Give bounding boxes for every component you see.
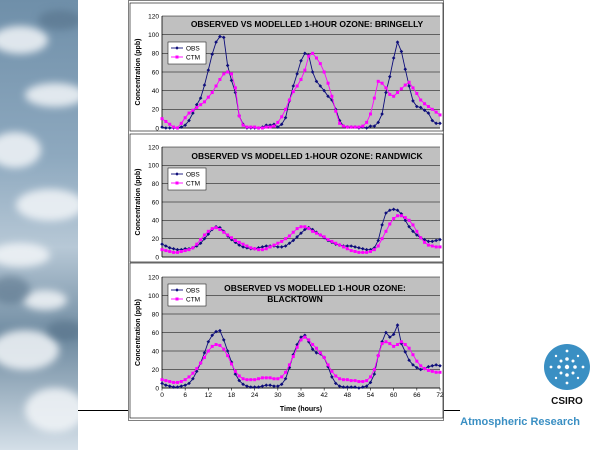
legend-label-ctm-blacktown: CTM <box>186 296 201 304</box>
data-point-ctm-randwick <box>261 248 264 251</box>
data-point-ctm-blacktown <box>431 370 434 373</box>
ytick-label-blacktown: 40 <box>151 348 159 356</box>
data-point-ctm-randwick <box>218 228 221 231</box>
ytick-label-blacktown: 0 <box>155 385 159 393</box>
data-point-ctm-blacktown <box>284 371 287 374</box>
data-point-ctm-randwick <box>215 226 218 229</box>
data-point-ctm-bringelly <box>377 80 380 83</box>
sky-image <box>0 0 78 450</box>
data-point-ctm-bringelly <box>292 90 295 93</box>
data-point-ctm-bringelly <box>207 96 210 99</box>
data-point-ctm-bringelly <box>338 122 341 125</box>
data-point-ctm-blacktown <box>280 375 283 378</box>
data-point-ctm-blacktown <box>176 381 179 384</box>
charts-canvas <box>129 1 445 422</box>
legend-marker-ctm-blacktown <box>176 298 179 301</box>
data-point-ctm-blacktown <box>411 353 414 356</box>
data-point-ctm-blacktown <box>215 343 218 346</box>
data-point-ctm-blacktown <box>350 379 353 382</box>
chart-title-line-2-blacktown: BLACKTOWN <box>267 294 323 304</box>
data-point-ctm-blacktown <box>346 378 349 381</box>
data-point-ctm-blacktown <box>361 380 364 383</box>
xtick-label-blacktown: 0 <box>160 392 164 399</box>
data-point-ctm-blacktown <box>191 372 194 375</box>
data-point-ctm-randwick <box>168 250 171 253</box>
data-point-ctm-randwick <box>276 242 279 245</box>
charts-panel <box>128 0 444 421</box>
data-point-ctm-randwick <box>211 227 214 230</box>
data-point-ctm-bringelly <box>191 109 194 112</box>
legend-label-ctm-randwick: CTM <box>186 180 201 188</box>
data-point-ctm-randwick <box>303 225 306 228</box>
data-point-ctm-blacktown <box>373 368 376 371</box>
data-point-ctm-bringelly <box>396 91 399 94</box>
data-point-ctm-blacktown <box>381 342 384 345</box>
data-point-ctm-blacktown <box>288 363 291 366</box>
data-point-ctm-blacktown <box>338 377 341 380</box>
ytick-label-bringelly: 60 <box>151 69 159 77</box>
data-point-ctm-bringelly <box>222 72 225 75</box>
data-point-ctm-bringelly <box>415 92 418 95</box>
data-point-ctm-bringelly <box>184 116 187 119</box>
data-point-ctm-randwick <box>404 216 407 219</box>
data-point-ctm-randwick <box>439 245 442 248</box>
data-point-ctm-blacktown <box>168 380 171 383</box>
data-point-ctm-blacktown <box>242 377 245 380</box>
data-point-ctm-randwick <box>365 251 368 254</box>
data-point-ctm-randwick <box>323 235 326 238</box>
xtick-label-blacktown: 48 <box>343 392 351 399</box>
data-point-ctm-blacktown <box>292 355 295 358</box>
data-point-ctm-randwick <box>253 247 256 250</box>
legend-label-obs-blacktown: OBS <box>186 287 200 295</box>
data-point-ctm-randwick <box>288 234 291 237</box>
xtick-label-blacktown: 72 <box>436 392 444 399</box>
data-point-ctm-randwick <box>269 245 272 248</box>
ytick-label-randwick: 40 <box>151 217 159 225</box>
data-point-ctm-randwick <box>164 249 167 252</box>
data-point-ctm-randwick <box>369 250 372 253</box>
ytick-label-bringelly: 120 <box>148 13 159 21</box>
data-point-ctm-randwick <box>230 236 233 239</box>
data-point-ctm-bringelly <box>431 108 434 111</box>
data-point-ctm-blacktown <box>245 378 248 381</box>
logo-text: CSIRO <box>551 396 583 407</box>
data-point-ctm-blacktown <box>400 340 403 343</box>
data-point-ctm-blacktown <box>334 374 337 377</box>
data-point-ctm-randwick <box>373 248 376 251</box>
data-point-ctm-blacktown <box>369 375 372 378</box>
data-point-ctm-blacktown <box>415 360 418 363</box>
data-point-ctm-bringelly <box>245 126 248 129</box>
data-point-ctm-bringelly <box>253 126 256 129</box>
legend-label-ctm-bringelly: CTM <box>186 54 201 62</box>
data-point-ctm-bringelly <box>161 117 164 120</box>
data-point-ctm-bringelly <box>400 87 403 90</box>
data-point-ctm-randwick <box>234 239 237 242</box>
legend-marker-ctm-bringelly <box>176 56 179 59</box>
chart-title-bringelly: OBSERVED VS MODELLED 1-HOUR OZONE: BRINGELLY <box>190 19 424 29</box>
data-point-ctm-blacktown <box>311 343 314 346</box>
xtick-label-blacktown: 66 <box>413 392 421 399</box>
xtick-label-blacktown: 36 <box>297 392 305 399</box>
data-point-ctm-blacktown <box>207 350 210 353</box>
data-point-ctm-randwick <box>245 245 248 248</box>
data-point-ctm-randwick <box>384 230 387 233</box>
chart-title-line-1-blacktown: OBSERVED VS MODELLED 1-HOUR OZONE: <box>224 283 406 293</box>
data-point-ctm-bringelly <box>319 62 322 65</box>
data-point-ctm-blacktown <box>396 343 399 346</box>
data-point-ctm-bringelly <box>361 125 364 128</box>
data-point-ctm-randwick <box>330 240 333 243</box>
data-point-ctm-randwick <box>176 251 179 254</box>
data-point-ctm-blacktown <box>365 379 368 382</box>
data-point-ctm-blacktown <box>419 364 422 367</box>
ytick-label-blacktown: 120 <box>148 274 159 282</box>
data-point-ctm-bringelly <box>288 99 291 102</box>
y-axis-title-randwick: Concentration (ppb) <box>135 168 142 236</box>
data-point-ctm-blacktown <box>319 351 322 354</box>
data-point-ctm-blacktown <box>315 347 318 350</box>
data-point-ctm-bringelly <box>176 127 179 130</box>
data-point-ctm-blacktown <box>300 338 303 341</box>
chart-bringelly <box>130 3 443 132</box>
xtick-label-blacktown: 18 <box>227 392 236 399</box>
data-point-ctm-bringelly <box>215 85 218 88</box>
data-point-ctm-randwick <box>423 241 426 244</box>
data-point-ctm-blacktown <box>230 362 233 365</box>
data-point-ctm-bringelly <box>439 113 442 116</box>
data-point-ctm-bringelly <box>307 55 310 58</box>
data-point-ctm-blacktown <box>435 371 438 374</box>
data-point-ctm-randwick <box>292 231 295 234</box>
data-point-ctm-randwick <box>249 246 252 249</box>
data-point-ctm-randwick <box>427 244 430 247</box>
data-point-ctm-randwick <box>226 234 229 237</box>
data-point-ctm-randwick <box>296 227 299 230</box>
data-point-ctm-bringelly <box>199 103 202 106</box>
chart-title-randwick: OBSERVED VS MODELLED 1-HOUR OZONE: RANDWICK <box>191 151 423 161</box>
data-point-ctm-randwick <box>361 251 364 254</box>
data-point-ctm-randwick <box>272 244 275 247</box>
data-point-ctm-randwick <box>265 247 268 250</box>
ytick-label-randwick: 80 <box>151 180 159 188</box>
xtick-label-blacktown: 54 <box>366 392 375 399</box>
xtick-label-blacktown: 30 <box>274 392 282 399</box>
data-point-ctm-blacktown <box>323 356 326 359</box>
data-point-ctm-bringelly <box>234 86 237 89</box>
data-point-ctm-blacktown <box>296 346 299 349</box>
data-point-ctm-bringelly <box>300 78 303 81</box>
data-point-ctm-blacktown <box>307 338 310 341</box>
data-point-ctm-blacktown <box>222 348 225 351</box>
data-point-ctm-randwick <box>307 227 310 230</box>
ytick-label-bringelly: 20 <box>151 106 159 114</box>
data-point-ctm-bringelly <box>334 110 337 113</box>
xtick-label-blacktown: 42 <box>320 392 328 399</box>
chart-randwick <box>130 134 443 262</box>
data-point-ctm-randwick <box>392 217 395 220</box>
csiro-emblem-icon <box>540 340 594 420</box>
data-point-ctm-bringelly <box>284 108 287 111</box>
data-point-ctm-bringelly <box>195 106 198 109</box>
data-point-ctm-blacktown <box>199 362 202 365</box>
data-point-ctm-blacktown <box>439 371 442 374</box>
data-point-ctm-bringelly <box>269 126 272 129</box>
data-point-ctm-blacktown <box>203 356 206 359</box>
data-point-ctm-randwick <box>357 251 360 254</box>
data-point-ctm-blacktown <box>188 375 191 378</box>
data-point-ctm-randwick <box>396 214 399 217</box>
csiro-logo <box>540 340 594 420</box>
data-point-ctm-randwick <box>242 243 245 246</box>
data-point-ctm-bringelly <box>365 121 368 124</box>
data-point-ctm-bringelly <box>327 82 330 85</box>
data-point-ctm-bringelly <box>381 82 384 85</box>
data-point-ctm-bringelly <box>280 115 283 118</box>
data-point-ctm-blacktown <box>257 377 260 380</box>
data-point-ctm-randwick <box>435 245 438 248</box>
data-point-ctm-bringelly <box>311 52 314 55</box>
data-point-ctm-bringelly <box>357 126 360 129</box>
data-point-ctm-blacktown <box>261 376 264 379</box>
data-point-ctm-randwick <box>388 223 391 226</box>
data-point-ctm-randwick <box>419 236 422 239</box>
legend-marker-ctm-randwick <box>176 182 179 185</box>
ytick-label-randwick: 0 <box>155 254 159 262</box>
data-point-ctm-bringelly <box>249 126 252 129</box>
ytick-label-blacktown: 20 <box>151 366 159 374</box>
data-point-ctm-blacktown <box>377 354 380 357</box>
xtick-label-blacktown: 24 <box>251 392 259 399</box>
ytick-label-bringelly: 40 <box>151 87 159 95</box>
ytick-label-bringelly: 0 <box>155 125 159 133</box>
data-point-ctm-randwick <box>207 230 210 233</box>
data-point-ctm-bringelly <box>388 93 391 96</box>
data-point-ctm-randwick <box>222 231 225 234</box>
data-point-ctm-randwick <box>315 232 318 235</box>
data-point-ctm-randwick <box>184 249 187 252</box>
data-point-ctm-blacktown <box>211 345 214 348</box>
data-point-ctm-bringelly <box>384 86 387 89</box>
ytick-label-blacktown: 60 <box>151 329 159 337</box>
data-point-ctm-randwick <box>342 245 345 248</box>
data-point-ctm-bringelly <box>257 127 260 130</box>
data-point-ctm-randwick <box>377 245 380 248</box>
data-point-ctm-bringelly <box>373 97 376 100</box>
data-point-ctm-bringelly <box>272 125 275 128</box>
data-point-ctm-bringelly <box>188 112 191 115</box>
data-point-ctm-bringelly <box>354 126 357 129</box>
xtick-label-blacktown: 6 <box>183 392 187 399</box>
data-point-ctm-blacktown <box>357 380 360 383</box>
data-point-ctm-blacktown <box>392 345 395 348</box>
data-point-ctm-blacktown <box>384 340 387 343</box>
data-point-ctm-bringelly <box>203 100 206 103</box>
data-point-ctm-bringelly <box>369 113 372 116</box>
ytick-label-randwick: 100 <box>148 162 159 170</box>
data-point-ctm-randwick <box>338 244 341 247</box>
data-point-ctm-randwick <box>203 234 206 237</box>
data-point-ctm-randwick <box>280 240 283 243</box>
data-point-ctm-blacktown <box>238 374 241 377</box>
data-point-ctm-blacktown <box>195 367 198 370</box>
data-point-ctm-bringelly <box>408 81 411 84</box>
data-point-ctm-bringelly <box>330 95 333 98</box>
data-point-ctm-blacktown <box>342 378 345 381</box>
data-point-ctm-bringelly <box>323 71 326 74</box>
data-point-ctm-bringelly <box>230 72 233 75</box>
sky-background <box>0 0 78 450</box>
data-point-ctm-blacktown <box>253 378 256 381</box>
ytick-label-bringelly: 100 <box>148 31 159 39</box>
data-point-ctm-randwick <box>195 243 198 246</box>
data-point-ctm-bringelly <box>276 121 279 124</box>
data-point-ctm-randwick <box>284 237 287 240</box>
data-point-ctm-blacktown <box>354 379 357 382</box>
data-point-ctm-randwick <box>334 242 337 245</box>
data-point-ctm-blacktown <box>226 354 229 357</box>
data-point-ctm-blacktown <box>327 363 330 366</box>
data-point-ctm-bringelly <box>261 127 264 130</box>
data-point-ctm-bringelly <box>423 102 426 105</box>
data-point-ctm-bringelly <box>419 99 422 102</box>
data-point-ctm-bringelly <box>427 105 430 108</box>
data-point-ctm-randwick <box>415 230 418 233</box>
data-point-ctm-randwick <box>431 245 434 248</box>
legend-label-obs-randwick: OBS <box>186 171 200 179</box>
data-point-ctm-blacktown <box>269 376 272 379</box>
data-point-ctm-blacktown <box>180 380 183 383</box>
data-point-ctm-bringelly <box>164 120 167 123</box>
data-point-ctm-bringelly <box>218 78 221 81</box>
data-point-ctm-randwick <box>381 237 384 240</box>
ytick-label-randwick: 20 <box>151 235 159 243</box>
data-point-ctm-randwick <box>400 214 403 217</box>
data-point-ctm-bringelly <box>265 126 268 129</box>
data-point-ctm-randwick <box>327 238 330 241</box>
data-point-ctm-bringelly <box>342 125 345 128</box>
data-point-ctm-bringelly <box>211 91 214 94</box>
data-point-ctm-randwick <box>354 250 357 253</box>
y-axis-title-bringelly: Concentration (ppb) <box>135 38 142 106</box>
ytick-label-bringelly: 80 <box>151 50 159 58</box>
x-axis-title-blacktown: Time (hours) <box>279 406 323 413</box>
data-point-ctm-randwick <box>172 251 175 254</box>
data-point-ctm-bringelly <box>346 126 349 129</box>
data-point-ctm-randwick <box>188 248 191 251</box>
y-axis-title-blacktown: Concentration (ppb) <box>135 299 142 366</box>
ytick-label-randwick: 60 <box>151 199 159 207</box>
data-point-ctm-bringelly <box>392 95 395 98</box>
data-point-ctm-randwick <box>408 219 411 222</box>
data-point-ctm-blacktown <box>161 378 164 381</box>
ytick-label-blacktown: 100 <box>148 292 159 300</box>
data-point-ctm-bringelly <box>435 111 438 114</box>
data-point-ctm-bringelly <box>238 114 241 117</box>
data-point-ctm-bringelly <box>315 57 318 60</box>
brand-text: Atmospheric Research <box>460 416 580 428</box>
chart-blacktown <box>130 263 444 418</box>
data-point-ctm-blacktown <box>330 370 333 373</box>
data-point-ctm-blacktown <box>184 378 187 381</box>
data-point-ctm-bringelly <box>180 122 183 125</box>
data-point-ctm-randwick <box>199 238 202 241</box>
data-point-ctm-blacktown <box>404 343 407 346</box>
data-point-ctm-randwick <box>257 248 260 251</box>
xtick-label-blacktown: 12 <box>204 392 212 399</box>
data-point-ctm-bringelly <box>303 69 306 72</box>
data-point-ctm-blacktown <box>423 367 426 370</box>
xtick-label-blacktown: 60 <box>390 392 398 399</box>
data-point-ctm-blacktown <box>427 369 430 372</box>
data-point-ctm-blacktown <box>172 381 175 384</box>
data-point-ctm-randwick <box>350 249 353 252</box>
data-point-ctm-blacktown <box>276 377 279 380</box>
data-point-ctm-blacktown <box>265 376 268 379</box>
data-point-ctm-bringelly <box>404 84 407 87</box>
data-point-ctm-bringelly <box>296 85 299 88</box>
data-point-ctm-bringelly <box>226 71 229 74</box>
data-point-ctm-randwick <box>161 248 164 251</box>
data-point-ctm-blacktown <box>272 377 275 380</box>
ytick-label-randwick: 120 <box>148 144 159 152</box>
data-point-ctm-blacktown <box>388 342 391 345</box>
data-point-ctm-bringelly <box>168 123 171 126</box>
data-point-ctm-blacktown <box>408 347 411 350</box>
data-point-ctm-blacktown <box>303 336 306 339</box>
data-point-ctm-bringelly <box>411 86 414 89</box>
data-point-ctm-randwick <box>411 223 414 226</box>
ytick-label-blacktown: 80 <box>151 311 159 319</box>
data-point-ctm-bringelly <box>350 126 353 129</box>
data-point-ctm-bringelly <box>172 126 175 129</box>
data-point-ctm-blacktown <box>218 344 221 347</box>
data-point-ctm-randwick <box>319 234 322 237</box>
data-point-ctm-blacktown <box>164 379 167 382</box>
data-point-ctm-blacktown <box>234 370 237 373</box>
data-point-ctm-randwick <box>238 241 241 244</box>
data-point-ctm-blacktown <box>249 378 252 381</box>
data-point-ctm-randwick <box>311 230 314 233</box>
data-point-ctm-randwick <box>346 247 349 250</box>
legend-label-obs-bringelly: OBS <box>186 45 200 53</box>
data-point-ctm-randwick <box>191 246 194 249</box>
data-point-ctm-bringelly <box>242 124 245 127</box>
data-point-ctm-randwick <box>180 250 183 253</box>
data-point-ctm-randwick <box>300 225 303 228</box>
